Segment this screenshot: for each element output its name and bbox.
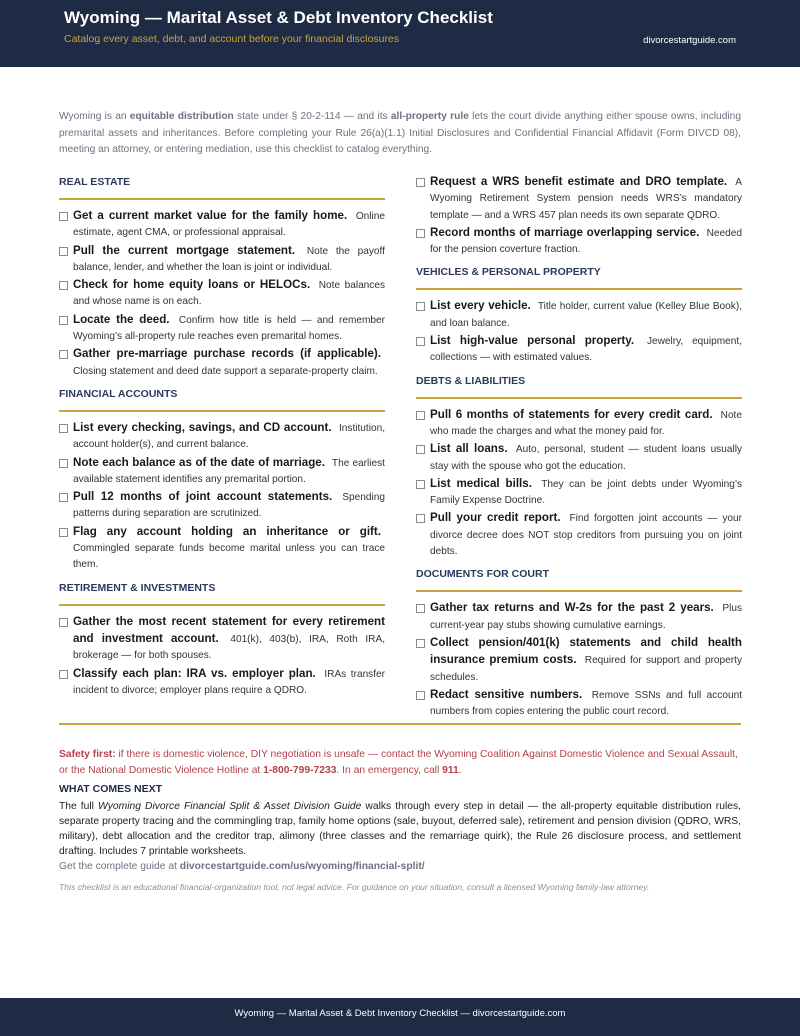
- checkbox[interactable]: [416, 604, 425, 613]
- item-text: Closing statement and deed date support a separate-property claim.: [73, 365, 378, 377]
- item-text: The earliest available statement identifies any premarital portion.: [73, 457, 385, 485]
- item-lead: Record months of marriage overlapping service.: [430, 225, 700, 239]
- item-text: Jewelry, equipment, collections — with estimated values.: [430, 336, 743, 364]
- checkbox[interactable]: [59, 670, 68, 679]
- what-comes-next-heading: WHAT COMES NEXT: [59, 783, 163, 795]
- item-text: Spending patterns during separation are scrutinized.: [73, 492, 385, 520]
- page-footer: [0, 998, 800, 1036]
- checklist-item: [59, 312, 385, 346]
- item-lead: Gather pre-marriage purchase records (if applicable).: [73, 347, 381, 361]
- item-lead: Collect pension/401(k) statements and child health insurance premium costs.: [430, 635, 742, 667]
- checklist-section: [59, 580, 385, 699]
- item-lead: Pull 12 months of joint account statements.: [73, 490, 333, 504]
- checklist-item: [59, 614, 385, 665]
- disclaimer: This checklist is an educational financial-organization tool, not legal advice. For guidance on your situation, consult a licensed Wyoming family-law attorney.: [59, 882, 650, 892]
- checklist-item: [416, 333, 742, 367]
- section-divider: [416, 590, 742, 592]
- checkbox[interactable]: [416, 445, 425, 454]
- checkbox[interactable]: [416, 302, 425, 311]
- item-text: Online estimate, agent CMA, or professional appraisal.: [73, 211, 385, 239]
- checklist-item: [59, 420, 385, 454]
- section-divider: [59, 410, 385, 412]
- item-text: Required for support and property schedules.: [430, 655, 742, 683]
- item-text: Plus current-year pay stubs showing cumulative earnings.: [430, 603, 743, 631]
- checklist-item: [59, 277, 385, 311]
- item-lead: Pull 6 months of statements for every credit card.: [430, 407, 713, 421]
- checklist-item: [416, 510, 742, 560]
- checkbox[interactable]: [59, 316, 68, 325]
- checkbox[interactable]: [59, 528, 68, 537]
- section-title: RETIREMENT & INVESTMENTS: [59, 581, 216, 594]
- item-lead: Flag any account holding an inheritance or gift.: [73, 524, 381, 538]
- checklist-item: [416, 476, 742, 510]
- checkbox[interactable]: [416, 514, 425, 523]
- section-divider: [416, 288, 742, 290]
- item-lead: List every vehicle.: [430, 299, 531, 313]
- checkbox[interactable]: [416, 639, 425, 648]
- checklist-item: [59, 455, 385, 489]
- item-lead: Classify each plan: IRA vs. employer plan.: [73, 666, 316, 680]
- page-header: [0, 0, 800, 67]
- guide-link[interactable]: divorcestartguide.com/us/wyoming/financial-split/: [179, 861, 425, 872]
- item-text: Title holder, current value (Kelley Blue Book), and loan balance.: [430, 301, 742, 329]
- what-comes-next-body: The full Wyoming Divorce Financial Split & Asset Division Guide walks through every step in detail — the all-property equitable distribution rules, separate property tracing and the commingling trap, family home options (sale, buyout, deferred sale), retirement and pension division (QDRO, WRS, military), debt allocation and the creditor trap, alimony (three classes and the remarriage quirk), the Rule 26 disclosure process, and settlement drafting. Includes 7 printable worksheets.: [59, 801, 741, 857]
- section-title: VEHICLES & PERSONAL PROPERTY: [416, 266, 601, 279]
- item-text: Remove SSNs and full account numbers from copies entering the public court record.: [430, 689, 742, 718]
- checklist-item: [59, 666, 385, 700]
- right-column: [416, 174, 742, 726]
- item-lead: Gather tax returns and W-2s for the past 2 years.: [430, 601, 714, 615]
- item-text: Commingled separate funds become marital unless you can trace them.: [73, 543, 385, 571]
- checkbox[interactable]: [416, 178, 425, 187]
- item-lead: Pull the current mortgage statement.: [73, 243, 296, 257]
- get-guide-line: Get the complete guide at divorcestartguide.com/us/wyoming/financial-split/: [59, 861, 425, 872]
- section-title: DOCUMENTS FOR COURT: [416, 568, 549, 581]
- footer-text: Wyoming — Marital Asset & Debt Inventory Checklist — divorcestartguide.com: [234, 1008, 566, 1019]
- checkbox[interactable]: [416, 691, 425, 700]
- section-divider: [59, 198, 385, 200]
- item-lead: List all loans.: [430, 442, 508, 456]
- checkbox[interactable]: [416, 411, 425, 420]
- item-text: 401(k), 403(b), IRA, Roth IRA, brokerage — for both spouses.: [73, 633, 385, 662]
- section-divider: [416, 397, 742, 399]
- item-lead: Pull your credit report.: [430, 511, 561, 525]
- item-text: They can be joint debts under Wyoming’s Family Expense Doctrine.: [430, 478, 742, 507]
- checkbox[interactable]: [59, 350, 68, 359]
- checklist-item: [416, 407, 742, 441]
- checklist-item: [59, 346, 385, 380]
- checklist-item: [416, 635, 742, 686]
- divider: [59, 723, 741, 725]
- checklist-item: [416, 600, 742, 634]
- checkbox[interactable]: [59, 459, 68, 468]
- checkbox[interactable]: [59, 212, 68, 221]
- site-name: divorcestartguide.com: [643, 35, 736, 46]
- checklist-section: [416, 373, 742, 561]
- item-lead: Redact sensitive numbers.: [430, 687, 583, 701]
- item-lead: Request a WRS benefit estimate and DRO template.: [430, 175, 728, 188]
- item-lead: List high-value personal property.: [430, 334, 635, 348]
- section-title: FINANCIAL ACCOUNTS: [59, 387, 178, 400]
- checklist-item: [59, 489, 385, 523]
- page-title: Wyoming — Marital Asset & Debt Inventory Checklist: [64, 8, 493, 27]
- item-lead: Note each balance as of the date of marriage.: [73, 455, 325, 469]
- checklist-item: [59, 208, 385, 242]
- section-title: REAL ESTATE: [59, 176, 131, 188]
- checklist-item: [416, 174, 742, 224]
- checklist-item: [416, 298, 742, 332]
- item-text: Note the payoff balance, lender, and whether the loan is joint or individual.: [73, 245, 385, 273]
- checkbox[interactable]: [416, 337, 425, 346]
- item-lead: Gather the most recent statement for every retirement and investment account.: [73, 614, 385, 645]
- checklist-section: [59, 174, 385, 380]
- checkbox[interactable]: [59, 247, 68, 256]
- item-lead: List medical bills.: [430, 476, 532, 490]
- item-text: Confirm how title is held — and remember Wyoming’s all-property rule reaches even premarital homes.: [73, 314, 385, 343]
- checklist-item: [59, 524, 385, 574]
- checklist-section-continued: [416, 174, 742, 258]
- item-text: Institution, account holder(s), and current balance.: [73, 422, 385, 451]
- left-column: [59, 174, 385, 705]
- safety-notice: Safety first: if there is domestic violence, DIY negotiation is unsafe — contact the Wyoming Coalition Against Domestic Violence and Sexual Assault, or the National Domestic Violence Hotline at 1-800-799-7233. In an emergency, call 911.: [59, 749, 738, 776]
- page-subtitle: Catalog every asset, debt, and account before your financial disclosures: [64, 33, 400, 45]
- checklist-section: [416, 566, 742, 720]
- checkbox[interactable]: [416, 229, 425, 238]
- checklist-section: [59, 386, 385, 574]
- section-title: DEBTS & LIABILITIES: [416, 374, 526, 387]
- item-lead: List every checking, savings, and CD account.: [73, 420, 332, 434]
- item-text: Note balances and whose name is on each.: [73, 280, 386, 308]
- item-text: IRAs transfer incident to divorce; employer plans require a QDRO.: [73, 668, 386, 696]
- intro-paragraph: Wyoming is an equitable distribution state under § 20-2-114 — and its all-property rule lets the court divide anything either spouse owns, including premarital assets and inheritances. Before completing your Rule 26(a)(1.1) Initial Disclosures and Confidential Financial Affidavit (Form DIVCD 08), meeting an attorney, or entering mediation, use this checklist to catalog everything.: [59, 111, 741, 155]
- item-lead: Check for home equity loans or HELOCs.: [73, 278, 311, 292]
- item-lead: Get a current market value for the family home.: [73, 209, 348, 222]
- checklist-section: [416, 264, 742, 366]
- item-text: Note who made the charges and what the money paid for.: [430, 409, 742, 437]
- checkbox[interactable]: [416, 480, 425, 489]
- checkbox[interactable]: [59, 618, 68, 627]
- checkbox[interactable]: [59, 281, 68, 290]
- checklist-item: [416, 687, 742, 721]
- checklist-item: [416, 441, 742, 475]
- checkbox[interactable]: [59, 493, 68, 502]
- item-text: Needed for the pension coverture fraction.: [430, 227, 742, 256]
- item-text: Find forgotten joint accounts — your divorce decree does NOT stop creditors from pursuing you on joint debts.: [430, 513, 742, 558]
- checklist-item: [416, 225, 742, 259]
- section-divider: [59, 604, 385, 606]
- item-lead: Locate the deed.: [73, 312, 170, 326]
- item-text: A Wyoming Retirement System pension needs WRS’s mandatory template — and a WRS 457 plan needs its own separate QDRO.: [430, 177, 743, 221]
- checkbox[interactable]: [59, 424, 68, 433]
- checklist-item: [59, 243, 385, 277]
- item-text: Auto, personal, student — student loans usually stay with the spouse who got the education.: [430, 444, 742, 472]
